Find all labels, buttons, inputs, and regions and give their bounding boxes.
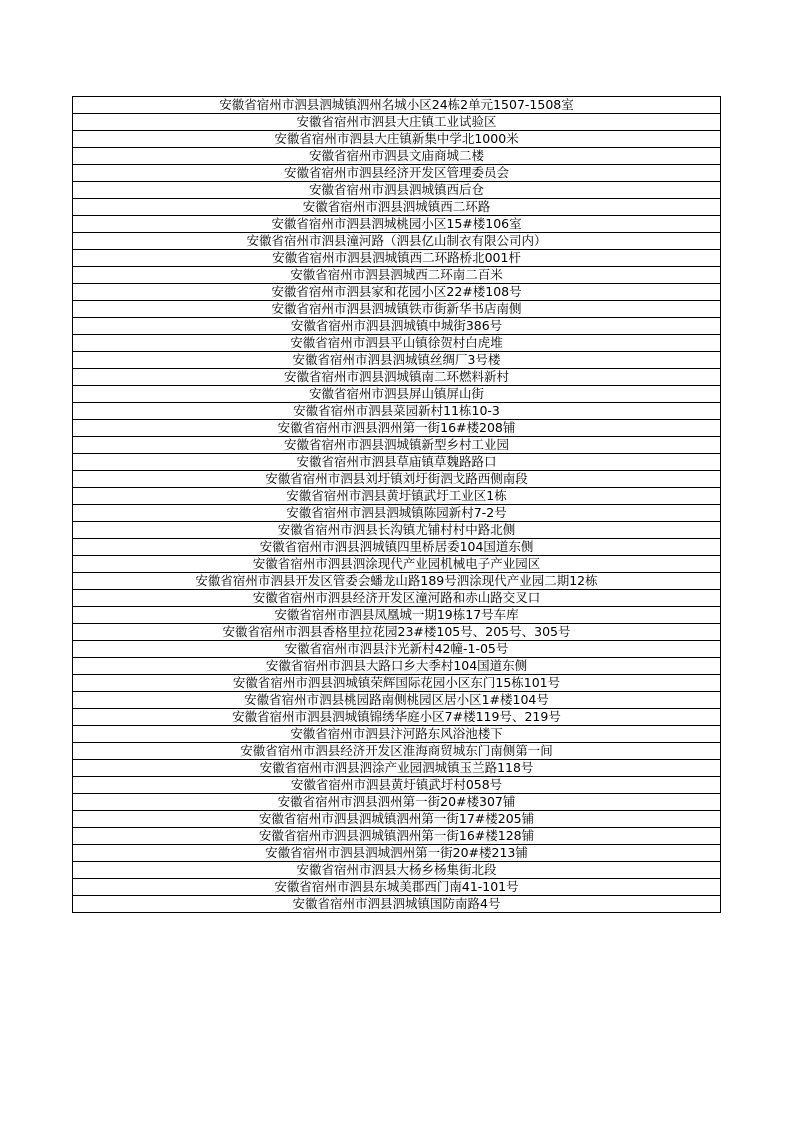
table-row xyxy=(73,148,721,165)
address-cell: 安徽省宿州市泗县黄圩镇武圩村058号 xyxy=(73,777,721,794)
table-row xyxy=(73,233,721,250)
table-row xyxy=(73,879,721,896)
table-row xyxy=(73,845,721,862)
address-cell: 安徽省宿州市泗县泗州第一街20#楼307铺 xyxy=(73,794,721,811)
table-row xyxy=(73,675,721,692)
address-cell: 安徽省宿州市泗县大庄镇新集中学北1000米 xyxy=(73,131,721,148)
address-cell: 安徽省宿州市泗县泗城镇丝绸厂3号楼 xyxy=(73,352,721,369)
address-table xyxy=(72,96,721,913)
table-row xyxy=(73,352,721,369)
table-row xyxy=(73,624,721,641)
address-cell: 安徽省宿州市泗县泗城镇四里桥居委104国道东侧 xyxy=(73,539,721,556)
table-row xyxy=(73,658,721,675)
table-row xyxy=(73,97,721,114)
address-cell: 安徽省宿州市泗县泗城桃园小区15#楼106室 xyxy=(73,216,721,233)
address-cell: 安徽省宿州市泗县家和花园小区22#楼108号 xyxy=(73,284,721,301)
address-cell: 安徽省宿州市泗县泗城西二环南二百米 xyxy=(73,267,721,284)
table-row xyxy=(73,760,721,777)
table-row xyxy=(73,794,721,811)
table-row xyxy=(73,573,721,590)
table-row xyxy=(73,692,721,709)
table-row xyxy=(73,131,721,148)
table-row xyxy=(73,182,721,199)
address-cell: 安徽省宿州市泗县泗城镇南二环燃料新村 xyxy=(73,369,721,386)
table-row xyxy=(73,607,721,624)
table-row xyxy=(73,862,721,879)
address-cell: 安徽省宿州市泗县泗城镇西二环路桥北001杆 xyxy=(73,250,721,267)
table-row xyxy=(73,284,721,301)
address-cell: 安徽省宿州市泗县刘圩镇刘圩街泗戈路西侧南段 xyxy=(73,471,721,488)
address-cell: 安徽省宿州市泗县黄圩镇武圩工业区1栋 xyxy=(73,488,721,505)
address-cell: 安徽省宿州市泗县泗城镇新型乡村工业园 xyxy=(73,437,721,454)
address-cell: 安徽省宿州市泗县大路口乡大季村104国道东侧 xyxy=(73,658,721,675)
address-cell: 安徽省宿州市泗县经济开发区淮海商贸城东门南侧第一间 xyxy=(73,743,721,760)
table-row xyxy=(73,437,721,454)
table-row xyxy=(73,896,721,913)
address-cell: 安徽省宿州市泗县汴光新村42幢-1-05号 xyxy=(73,641,721,658)
table-row xyxy=(73,454,721,471)
address-table-body xyxy=(73,97,721,913)
address-cell: 安徽省宿州市泗县大杨乡杨集街北段 xyxy=(73,862,721,879)
table-row xyxy=(73,709,721,726)
table-row xyxy=(73,777,721,794)
address-cell: 安徽省宿州市泗县开发区管委会蟠龙山路189号泗涂现代产业园二期12栋 xyxy=(73,573,721,590)
address-cell: 安徽省宿州市泗县经济开发区管理委员会 xyxy=(73,165,721,182)
address-cell: 安徽省宿州市泗县泗城镇西二环路 xyxy=(73,199,721,216)
table-row xyxy=(73,522,721,539)
address-cell: 安徽省宿州市泗县泗城镇陈园新村7-2号 xyxy=(73,505,721,522)
address-cell: 安徽省宿州市泗县泗城镇泗州第一街16#楼128铺 xyxy=(73,828,721,845)
address-cell: 安徽省宿州市泗县屏山镇屏山街 xyxy=(73,386,721,403)
address-cell: 安徽省宿州市泗县泗涂现代产业园机械电子产业园区 xyxy=(73,556,721,573)
address-cell: 安徽省宿州市泗县桃园路南侧桃园区居小区1#楼104号 xyxy=(73,692,721,709)
table-row xyxy=(73,811,721,828)
table-row xyxy=(73,165,721,182)
table-row xyxy=(73,267,721,284)
address-cell: 安徽省宿州市泗县泗涂产业园泗城镇玉兰路118号 xyxy=(73,760,721,777)
table-row xyxy=(73,199,721,216)
address-cell: 安徽省宿州市泗县泗城镇西后仓 xyxy=(73,182,721,199)
address-cell: 安徽省宿州市泗县经济开发区潼河路和赤山路交叉口 xyxy=(73,590,721,607)
table-row xyxy=(73,539,721,556)
table-row xyxy=(73,301,721,318)
address-cell: 安徽省宿州市泗县香格里拉花园23#楼105号、205号、305号 xyxy=(73,624,721,641)
address-cell: 安徽省宿州市泗县泗州第一街16#楼208铺 xyxy=(73,420,721,437)
address-cell: 安徽省宿州市泗县泗城镇中城街386号 xyxy=(73,318,721,335)
table-row xyxy=(73,318,721,335)
address-cell: 安徽省宿州市泗县泗城镇泗州第一街17#楼205铺 xyxy=(73,811,721,828)
address-cell: 安徽省宿州市泗县泗城泗州第一街20#楼213铺 xyxy=(73,845,721,862)
address-cell: 安徽省宿州市泗县泗城镇荣辉国际花园小区东门15栋101号 xyxy=(73,675,721,692)
address-cell: 安徽省宿州市泗县文庙商城二楼 xyxy=(73,148,721,165)
table-row xyxy=(73,505,721,522)
table-row xyxy=(73,590,721,607)
address-cell: 安徽省宿州市泗县泗城镇铁市街新华书店南侧 xyxy=(73,301,721,318)
address-cell: 安徽省宿州市泗县东城美郡西门南41-101号 xyxy=(73,879,721,896)
address-cell: 安徽省宿州市泗县平山镇徐贺村白虎堆 xyxy=(73,335,721,352)
address-cell: 安徽省宿州市泗县潼河路（泗县亿山制衣有限公司内） xyxy=(73,233,721,250)
address-cell: 安徽省宿州市泗县泗城镇泗州名城小区24栋2单元1507-1508室 xyxy=(73,97,721,114)
table-row xyxy=(73,471,721,488)
table-row xyxy=(73,488,721,505)
table-row xyxy=(73,828,721,845)
address-cell: 安徽省宿州市泗县大庄镇工业试验区 xyxy=(73,114,721,131)
table-row xyxy=(73,386,721,403)
address-cell: 安徽省宿州市泗县泗城镇国防南路4号 xyxy=(73,896,721,913)
table-row xyxy=(73,420,721,437)
address-cell: 安徽省宿州市泗县泗城镇锦绣华庭小区7#楼119号、219号 xyxy=(73,709,721,726)
address-cell: 安徽省宿州市泗县汴河路东风浴池楼下 xyxy=(73,726,721,743)
table-row xyxy=(73,726,721,743)
table-row xyxy=(73,556,721,573)
table-row xyxy=(73,641,721,658)
table-row xyxy=(73,335,721,352)
table-row xyxy=(73,743,721,760)
address-cell: 安徽省宿州市泗县长沟镇尤铺村村中路北侧 xyxy=(73,522,721,539)
table-row xyxy=(73,403,721,420)
address-cell: 安徽省宿州市泗县菜园新村11栋10-3 xyxy=(73,403,721,420)
table-row xyxy=(73,114,721,131)
table-row xyxy=(73,369,721,386)
table-row xyxy=(73,216,721,233)
address-cell: 安徽省宿州市泗县凤凰城一期19栋17号车库 xyxy=(73,607,721,624)
address-cell: 安徽省宿州市泗县草庙镇草魏路路口 xyxy=(73,454,721,471)
table-row xyxy=(73,250,721,267)
